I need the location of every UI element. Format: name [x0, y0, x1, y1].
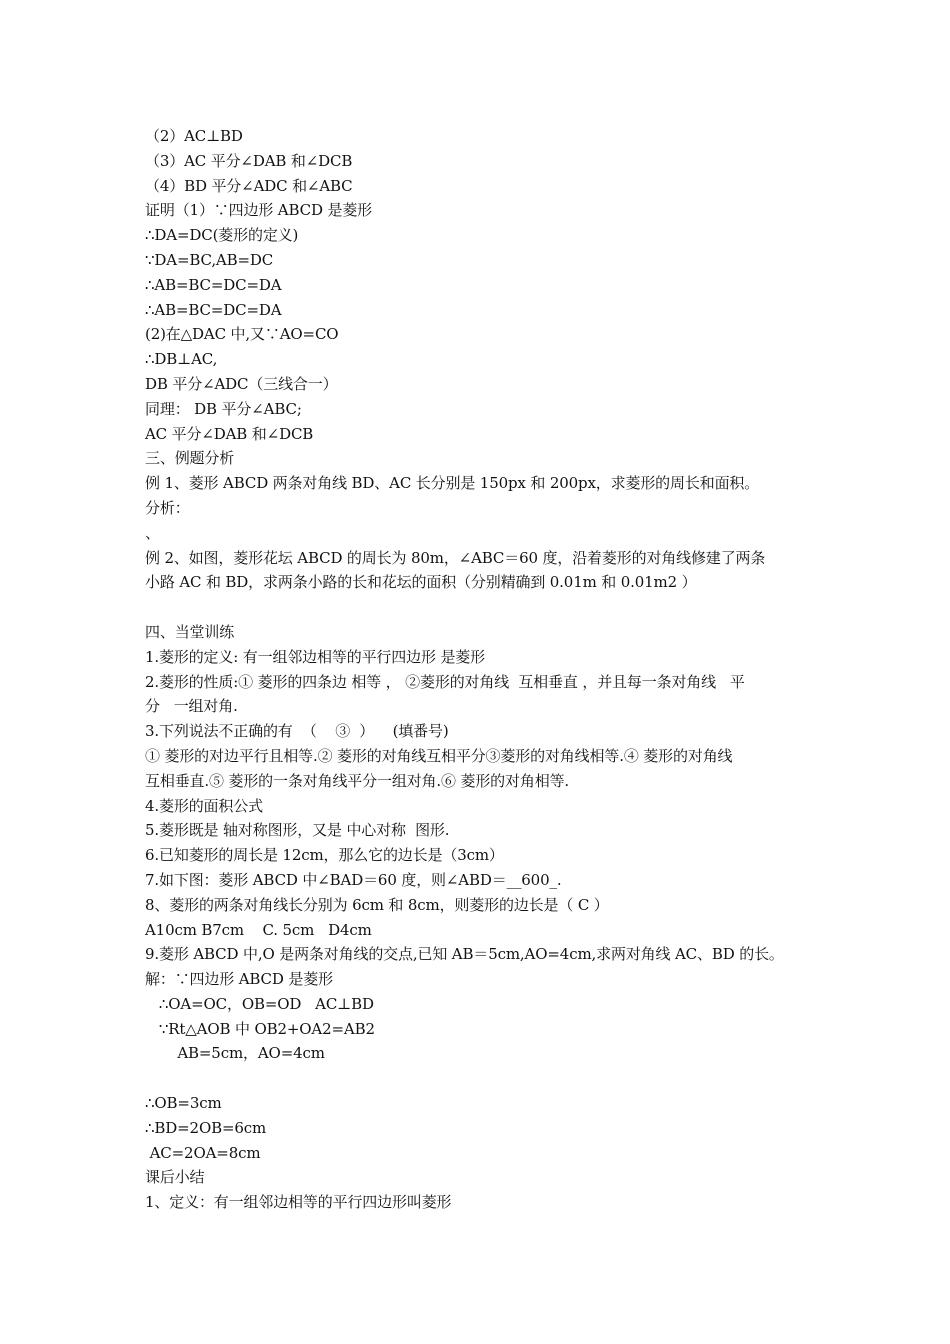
text-line: ① 菱形的对边平行且相等.② 菱形的对角线互相平分③菱形的对角线相等.④ 菱形的对角线 — [145, 746, 733, 765]
text-line: 3.下列说法不正确的有 （ ③ ） (填番号) — [145, 722, 449, 741]
text-line: DB 平分∠ADC（三线合一） — [145, 374, 338, 393]
text-line: ∴OA=OC，OB=OD AC⊥BD — [145, 994, 374, 1013]
text-line: 9.菱形 ABCD 中,O 是两条对角线的交点,已知 AB＝5cm,AO=4cm,求两对角线 AC、BD 的长。 — [145, 945, 784, 964]
text-line: （4）BD 平分∠ADC 和∠ABC — [145, 176, 353, 195]
text-line: 证明（1）∵四边形 ABCD 是菱形 — [145, 201, 373, 220]
text-line: 6.已知菱形的周长是 12cm，那么它的边长是（3cm） — [145, 846, 504, 865]
text-line: ∴DA=DC(菱形的定义) — [145, 226, 299, 245]
text-line: 同理： DB 平分∠ABC; — [145, 399, 302, 418]
text-line: 5.菱形既是 轴对称图形，又是 中心对称 图形. — [145, 821, 450, 840]
text-line: 解：∵四边形 ABCD 是菱形 — [145, 970, 333, 989]
text-line: 、 — [145, 523, 160, 542]
text-line: 4.菱形的面积公式 — [145, 796, 263, 815]
text-line: 2.菱形的性质:① 菱形的四条边 相等 ， ②菱形的对角线 互相垂直 ，并且每一条对角线 平 — [145, 672, 745, 691]
text-line: 互相垂直.⑤ 菱形的一条对角线平分一组对角.⑥ 菱形的对角相等. — [145, 771, 570, 790]
text-line: 1、定义：有一组邻边相等的平行四边形叫菱形 — [145, 1193, 452, 1212]
text-line: 小路 AC 和 BD，求两条小路的长和花坛的面积（分别精确到 0.01m 和 0.01m2 ） — [145, 573, 697, 592]
text-line: 例 2、如图，菱形花坛 ABCD 的周长为 80m，∠ABC＝60 度，沿着菱形的对角线修建了两条 — [145, 548, 766, 567]
text-line: ∴OB=3cm — [145, 1094, 222, 1113]
text-line: 分析： — [145, 498, 190, 517]
section-heading: 三、例题分析 — [145, 449, 235, 468]
text-line: A10cm B7cm C. 5cm D4cm — [145, 920, 372, 939]
text-line: （2）AC⊥BD — [145, 127, 243, 145]
text-line: 7.如下图：菱形 ABCD 中∠BAD＝60 度，则∠ABD＝__600_. — [145, 870, 562, 889]
text-line: (2)在△DAC 中,又∵AO=CO — [145, 325, 339, 344]
document-body — [145, 124, 825, 1215]
text-line: 1.菱形的定义: 有一组邻边相等的平行四边形 是菱形 — [145, 647, 486, 666]
blank-line — [145, 1066, 825, 1091]
text-line: 例 1、菱形 ABCD 两条对角线 BD、AC 长分别是 150px 和 200px，求菱形的周长和面积。 — [145, 474, 760, 493]
text-line: ∵Rt△AOB 中 OB2+OA2=AB2 — [145, 1019, 375, 1038]
text-line: AC 平分∠DAB 和∠DCB — [145, 424, 314, 443]
text-line: 分 一组对角. — [145, 697, 238, 716]
text-line: ∴AB=BC=DC=DA — [145, 300, 282, 319]
text-line: （3）AC 平分∠DAB 和∠DCB — [145, 151, 353, 170]
section-heading: 课后小结 — [145, 1168, 205, 1187]
text-line: ∴DB⊥AC, — [145, 350, 218, 369]
section-heading: 四、当堂训练 — [145, 622, 235, 641]
text-line: AB=5cm，AO=4cm — [145, 1044, 325, 1063]
blank-line — [145, 595, 825, 620]
text-line: ∴AB=BC=DC=DA — [145, 275, 282, 294]
text-line: AC=2OA=8cm — [145, 1143, 261, 1162]
text-line: ∴BD=2OB=6cm — [145, 1118, 267, 1137]
text-line: ∵DA=BC,AB=DC — [145, 250, 274, 269]
text-line: 8、菱形的两条对角线长分别为 6cm 和 8cm，则菱形的边长是（ C ） — [145, 895, 609, 914]
